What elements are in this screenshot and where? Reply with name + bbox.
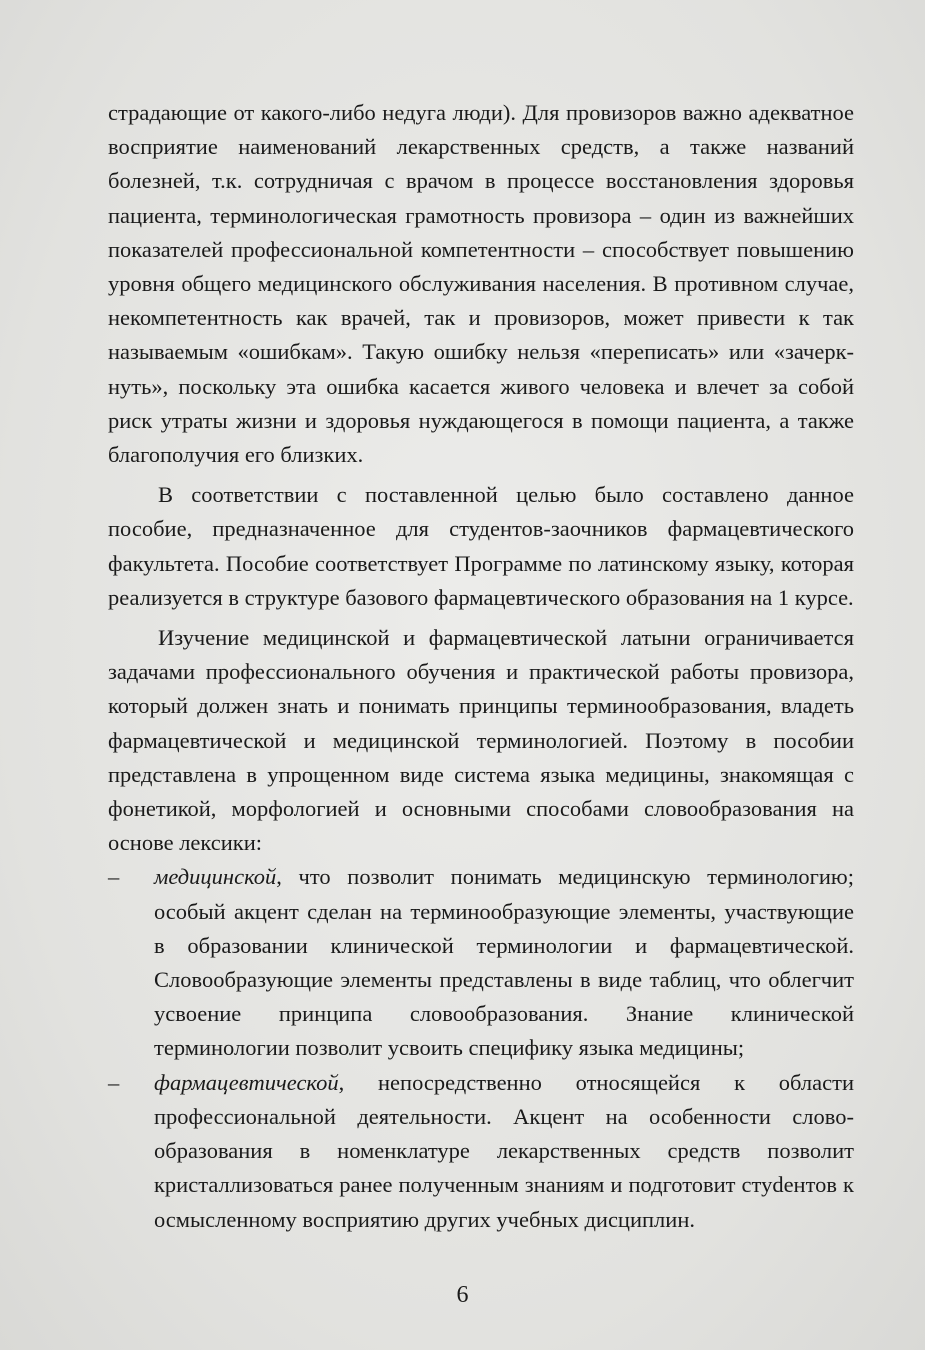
- paragraph-3: Изучение медицинской и фармацевтической латыни ограничивается задачами профессионального обучения и практической работы провизора, который должен знать и понимать принципы терминообразования, владеть фармацевтической и медицинской терминологией. Поэтому в пособии представлена в упрощенном виде система языка медицины, знакомящая с фонетикой, морфологией и основными способами словообразования на основе лексики:: [108, 625, 854, 856]
- paragraph-1: страдающие от какого-либо недуга люди). Для провизоров важно адекватное восприятие наименований лекарственных средств, а также названий болезней, т.к. сотрудничая с врачом в процессе восстановления здоровья пациента, терминологическая грамотность провизора – один из важнейших показателей профессиональной компетентности – способствует повышению уровня общего медицинского обслуживания населения. В противном случае, некомпетентность как врачей, так и провизоров, может привести к так называемым «ошибкам». Такую ошибку нельзя «переписать» или «зачеркнуть», поскольку эта ошибка касается живого человека и влечет за собой риск утраты жизни и здоровья нуждающегося в помощи пациента, а также благополучия его близких.: [108, 100, 854, 468]
- list-text-medical: , что позволит понимать медицинскую терминологию; особый акцент сделан на терминообразующие элементы, участвующие в образовании клинической терминологии и фармацевтической. Словообразующие элементы представлены в виде таблиц, что облегчит усвоение принципа словообразования. Знание клинической терминологии позволит усвоить специфику языка медицины;: [154, 864, 854, 1061]
- list-dash: –: [108, 864, 120, 890]
- list-dash: –: [108, 1069, 120, 1095]
- list-term-medical: медицинской: [154, 864, 277, 890]
- list-item-pharmaceutical: [108, 1066, 854, 1237]
- page-number: 6: [456, 1282, 469, 1308]
- list-term-pharmaceutical: фармацевтической: [154, 1069, 339, 1095]
- list-item-medical: [108, 860, 854, 1065]
- list-text-pharmaceutical: , непосредственно относящейся к области профессиональной деятельности. Акцент на особенности словообразования в номенклатуре лекарственных средств позволит кристаллизоваться ранее полученным знаниям и подготовит стуdентов к осмысленному восприятию других учебных дисциплин.: [154, 1069, 854, 1232]
- paragraph-2: В соответствии с поставленной целью было составлено данное пособие, предназначенное для студентов-заочников фармацевтического факультета. Пособие соответствует Программе по латинскому языку, которая реализуется в структуре базового фармацевтического образования на 1 курсе.: [108, 482, 854, 610]
- lexicon-list: [108, 860, 854, 1236]
- page-body: [108, 96, 854, 1237]
